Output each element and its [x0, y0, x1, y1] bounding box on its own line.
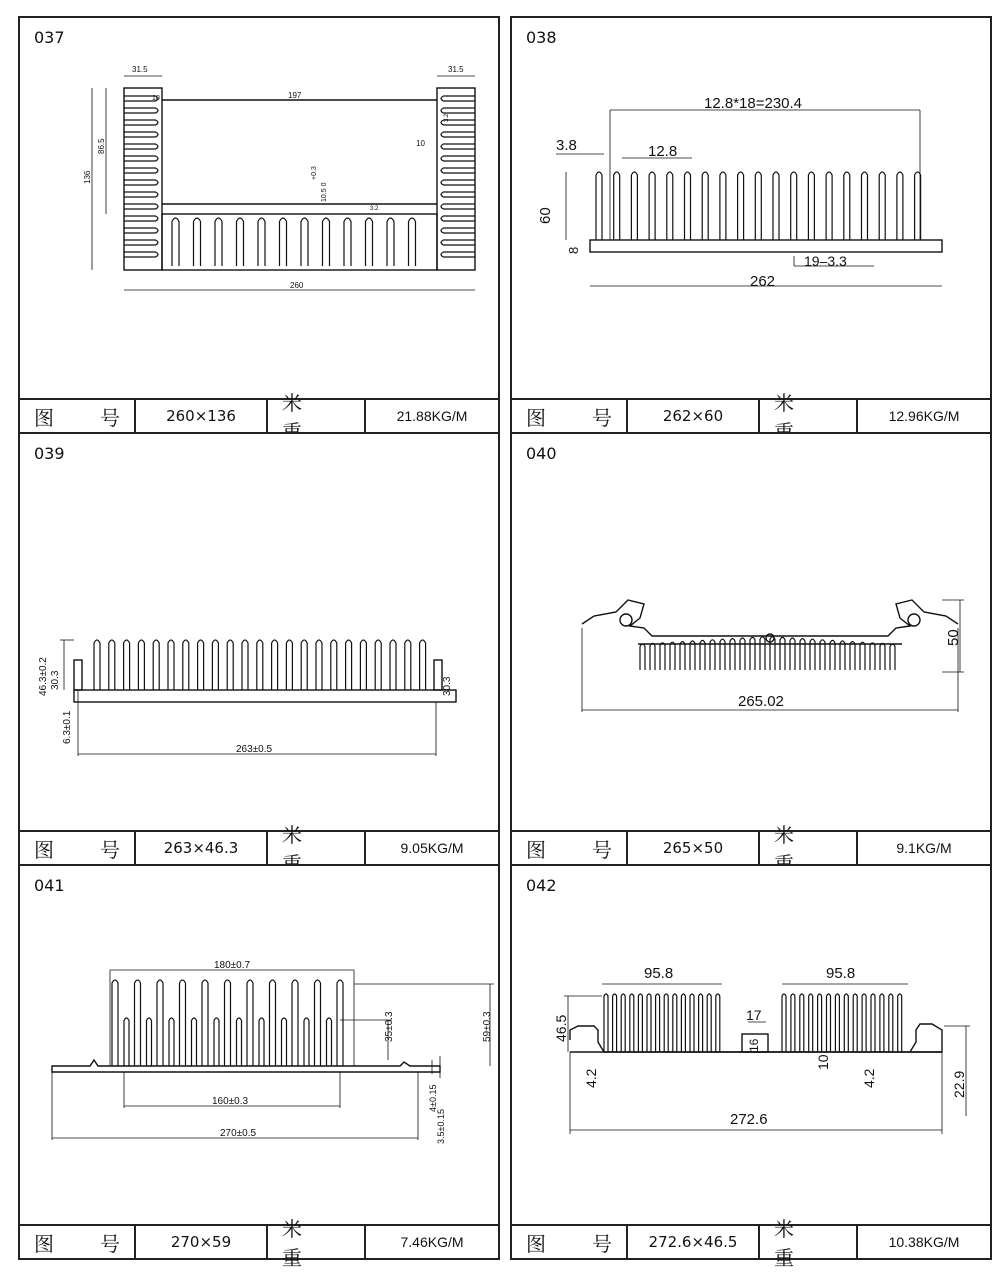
fin	[259, 1018, 264, 1066]
dim-label: 31.5	[132, 65, 148, 74]
fin	[871, 994, 875, 1052]
spec-footer	[20, 823, 498, 864]
label-weight: 米	[760, 400, 858, 432]
fin	[147, 1018, 152, 1066]
dim-label: 31.5	[448, 65, 464, 74]
fin	[860, 642, 865, 670]
fin	[660, 643, 665, 670]
dim-label: 10	[416, 139, 425, 148]
profile-drawing-042	[512, 866, 990, 1226]
fin	[827, 994, 831, 1052]
panel-id: 040	[526, 444, 557, 463]
weight-value: 7.46KG/M	[400, 1234, 464, 1250]
fin	[835, 994, 839, 1052]
fin	[237, 218, 244, 266]
dim-label: 270±0.5	[220, 1128, 257, 1139]
fin	[809, 994, 813, 1052]
fin	[441, 168, 475, 173]
fin	[124, 216, 158, 221]
fin	[791, 172, 797, 240]
fin	[640, 644, 645, 670]
panel-id: 041	[34, 876, 65, 895]
dim-label: 12.8*18=230.4	[704, 95, 803, 112]
size-value: 265×50	[628, 832, 760, 864]
fin	[124, 252, 158, 257]
dim-label: 272.6	[730, 1111, 768, 1128]
profile-drawing-040	[512, 434, 990, 834]
fin	[738, 172, 744, 240]
dim-label: 30.3	[50, 670, 61, 690]
dim-label: 22.9	[951, 1070, 967, 1098]
dim-label: 86.5	[97, 138, 106, 154]
fin	[169, 1018, 174, 1066]
fin	[124, 180, 158, 185]
fin	[656, 994, 660, 1052]
label-weight: 米 重	[268, 1226, 366, 1258]
profile-drawing-041	[20, 866, 498, 1226]
panel-id: 039	[34, 444, 65, 463]
fin	[780, 637, 785, 670]
fin	[323, 218, 330, 266]
fin	[790, 638, 795, 670]
fin	[650, 643, 655, 670]
label-hao: 号	[592, 837, 612, 862]
fin	[638, 994, 642, 1052]
fin	[420, 640, 426, 690]
label-hao: 号	[592, 405, 612, 430]
fin	[630, 994, 634, 1052]
fin	[180, 980, 186, 1066]
dim-label: 180±0.7	[214, 960, 251, 971]
dim-label: 30.3	[442, 676, 453, 696]
dim-label: 136	[83, 170, 92, 184]
weight-value: 9.1KG/M	[896, 840, 952, 856]
panel-id: 038	[526, 28, 557, 47]
dim-label: 10.5 0	[321, 182, 328, 202]
fin	[202, 980, 208, 1066]
fin	[153, 640, 159, 690]
dim-label: 3.2	[370, 206, 379, 212]
fin	[124, 120, 158, 125]
label-hao: 号	[100, 837, 120, 862]
fin	[183, 640, 189, 690]
panel-040	[510, 432, 992, 866]
fin	[124, 132, 158, 137]
panel-038	[510, 16, 992, 434]
fin	[614, 172, 620, 240]
spec-footer	[512, 391, 990, 432]
fin	[198, 640, 204, 690]
fin	[225, 980, 231, 1066]
fin	[700, 640, 705, 670]
dim-label: 95.8	[826, 965, 856, 982]
fin	[441, 240, 475, 245]
label-tu: 图	[34, 405, 54, 430]
fin	[441, 108, 475, 113]
fin	[890, 644, 895, 670]
dim-label: 3.2	[444, 113, 450, 122]
fin	[800, 994, 804, 1052]
panel-id: 042	[526, 876, 557, 895]
fin	[344, 218, 351, 266]
label-weight: 米	[268, 832, 366, 864]
fin	[360, 640, 366, 690]
dim-label: 160±0.3	[212, 1096, 249, 1107]
fin	[315, 980, 321, 1066]
fin	[664, 994, 668, 1052]
fin	[124, 1018, 129, 1066]
panel-039	[18, 432, 500, 866]
panel-041	[18, 864, 500, 1270]
size-value: 260×136	[136, 400, 268, 432]
fin	[613, 994, 617, 1052]
spec-footer	[512, 1217, 990, 1270]
fin	[337, 980, 343, 1066]
weight-value: 12.96KG/M	[888, 408, 960, 424]
fin	[844, 994, 848, 1052]
fin	[818, 994, 822, 1052]
fin	[94, 640, 100, 690]
fin	[889, 994, 893, 1052]
fin	[441, 144, 475, 149]
fin	[604, 994, 608, 1052]
weight-value: 21.88KG/M	[396, 408, 468, 424]
dim-label: 3.5±0.15	[436, 1109, 446, 1144]
fin	[124, 108, 158, 113]
dim-label: 17	[746, 1007, 762, 1023]
label-tu: 图	[526, 1231, 546, 1256]
fin	[212, 640, 218, 690]
size-value: 263×46.3	[136, 832, 268, 864]
label-weight: 米 重	[760, 1226, 858, 1258]
fin	[387, 218, 394, 266]
fin	[366, 218, 373, 266]
label-weight: 米	[268, 400, 366, 432]
dim-label: 8	[566, 246, 581, 254]
dim-label: 16	[747, 1038, 761, 1052]
dim-label: 3.8	[556, 137, 577, 154]
fin	[157, 980, 163, 1066]
fin	[292, 980, 298, 1066]
fin	[280, 218, 287, 266]
fin	[138, 640, 144, 690]
fin	[331, 640, 337, 690]
fin	[673, 994, 677, 1052]
spec-footer	[20, 391, 498, 432]
fin	[441, 192, 475, 197]
fin	[702, 172, 708, 240]
fin	[441, 228, 475, 233]
fin	[596, 172, 602, 240]
fin	[773, 172, 779, 240]
fin	[740, 638, 745, 670]
fin	[826, 172, 832, 240]
dim-label: 19–3.3	[804, 253, 847, 269]
fin	[853, 994, 857, 1052]
fin	[441, 216, 475, 221]
fin	[124, 640, 130, 690]
fin	[409, 218, 416, 266]
dim-label: 35±0.3	[384, 1011, 395, 1042]
fin	[699, 994, 703, 1052]
fin	[124, 204, 158, 209]
fin	[844, 172, 850, 240]
dim-label: 265.02	[738, 693, 784, 710]
fin	[390, 640, 396, 690]
fin	[215, 218, 222, 266]
fin	[327, 1018, 332, 1066]
dim-label: 46.5	[553, 1014, 569, 1042]
fin	[755, 172, 761, 240]
fin	[124, 168, 158, 173]
fin	[850, 642, 855, 670]
fin	[405, 640, 411, 690]
fin	[647, 994, 651, 1052]
label-hao: 号	[100, 405, 120, 430]
fin	[135, 980, 141, 1066]
dim-label: 60	[537, 207, 554, 224]
profile-drawing-038	[512, 18, 990, 398]
fin	[124, 156, 158, 161]
fin	[237, 1018, 242, 1066]
dim-label: 262	[750, 273, 776, 290]
fin	[112, 980, 118, 1066]
label-tu: 图	[34, 1231, 54, 1256]
label-hao: 号	[100, 1231, 120, 1256]
fin	[346, 640, 352, 690]
fin	[301, 218, 308, 266]
size-value: 272.6×46.5	[628, 1226, 760, 1258]
fin	[670, 642, 675, 670]
fin	[690, 641, 695, 670]
profile-drawing-037	[20, 18, 498, 398]
dim-label: 4.2	[861, 1068, 877, 1088]
dim-label: 46.3±0.2	[38, 657, 49, 696]
fin	[870, 643, 875, 670]
fin	[760, 637, 765, 670]
label-tu: 图	[526, 405, 546, 430]
fin	[750, 637, 755, 670]
fin	[242, 640, 248, 690]
fin	[441, 180, 475, 185]
fin	[716, 994, 720, 1052]
dim-label: 50	[945, 629, 962, 646]
fin	[124, 228, 158, 233]
fin	[649, 172, 655, 240]
dim-label: 59±0.3	[482, 1011, 493, 1042]
fin	[124, 144, 158, 149]
fin	[879, 172, 885, 240]
dim-label: 95.8	[644, 965, 674, 982]
fin	[667, 172, 673, 240]
fin	[782, 994, 786, 1052]
spec-footer	[512, 823, 990, 864]
fin	[862, 172, 868, 240]
label-tu: 图	[34, 837, 54, 862]
dim-label: 10	[152, 95, 160, 102]
size-value: 270×59	[136, 1226, 268, 1258]
fin	[897, 172, 903, 240]
fin	[124, 192, 158, 197]
fin	[830, 640, 835, 670]
fin	[192, 1018, 197, 1066]
fin	[707, 994, 711, 1052]
fin	[168, 640, 174, 690]
fin	[214, 1018, 219, 1066]
fin	[898, 994, 902, 1052]
fin	[680, 642, 685, 670]
fin	[375, 640, 381, 690]
panel-id: 037	[34, 28, 65, 47]
fin	[690, 994, 694, 1052]
fin	[441, 156, 475, 161]
dim-label: 4±0.15	[428, 1084, 438, 1112]
dim-label: 12.8	[648, 143, 678, 160]
dim-label: 4.2	[583, 1068, 599, 1088]
fin	[880, 643, 885, 670]
fin	[685, 172, 691, 240]
panel-042	[510, 864, 992, 1270]
size-value: 262×60	[628, 400, 760, 432]
fin	[257, 640, 263, 690]
fin	[286, 640, 292, 690]
fin	[301, 640, 307, 690]
fin	[791, 994, 795, 1052]
spec-footer	[20, 1217, 498, 1270]
dim-label: 263±0.5	[236, 744, 273, 755]
dim-label: 197	[288, 91, 302, 100]
fin	[880, 994, 884, 1052]
fin	[840, 641, 845, 670]
fin	[681, 994, 685, 1052]
dim-label: 6.3±0.1	[62, 710, 73, 744]
fin	[621, 994, 625, 1052]
label-tu: 图	[526, 837, 546, 862]
label-weight: 米	[760, 832, 858, 864]
fin	[441, 252, 475, 257]
fin	[247, 980, 253, 1066]
fin	[441, 132, 475, 137]
weight-value: 9.05KG/M	[400, 840, 464, 856]
profile-drawing-039	[20, 434, 498, 834]
fin	[304, 1018, 309, 1066]
weight-value: 10.38KG/M	[888, 1234, 960, 1250]
fin	[282, 1018, 287, 1066]
fin	[172, 218, 179, 266]
fin	[316, 640, 322, 690]
fin	[194, 218, 201, 266]
label-hao: 号	[592, 1231, 612, 1256]
fin	[272, 640, 278, 690]
fin	[227, 640, 233, 690]
dim-label: 260	[290, 281, 304, 290]
fin	[441, 204, 475, 209]
dim-label: 10	[815, 1054, 831, 1070]
fin	[862, 994, 866, 1052]
fin	[720, 172, 726, 240]
fin	[631, 172, 637, 240]
dim-label: +0.3	[311, 166, 318, 180]
fin	[270, 980, 276, 1066]
fin	[124, 240, 158, 245]
fin	[109, 640, 115, 690]
panel-037	[18, 16, 500, 434]
fin	[441, 96, 475, 101]
fin	[258, 218, 265, 266]
fin	[808, 172, 814, 240]
